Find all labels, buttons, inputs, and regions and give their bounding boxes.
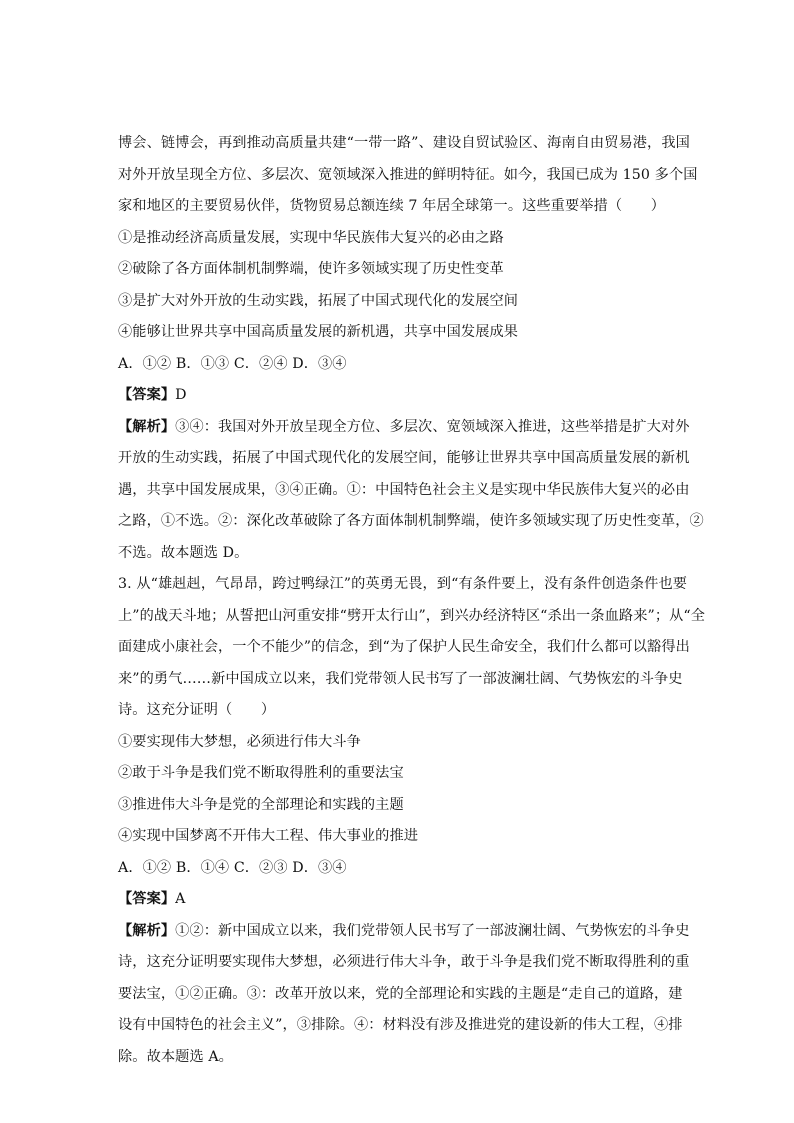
option-4: ④实现中国梦离不开伟大工程、伟大事业的推进 [118, 828, 419, 844]
option-2: ②敢于斗争是我们党不断取得胜利的重要法宝 [118, 765, 404, 781]
analysis-line: 除。故本题选 A。 [118, 1048, 233, 1065]
analysis-text: ①②：新中国成立以来，我们党带领人民书写了一部波澜壮阔、气势恢宏的斗争史 [175, 922, 690, 939]
analysis-line [118, 412, 696, 444]
question-stem-line: 家和地区的主要贸易伙伴，货物贸易总额连续 7 年居全球第一。这些重要举措（ ） [118, 198, 665, 214]
question-stem-line: 面建成小康社会，一个不能少”的信念，到“为了保护人民生命安全，我们什么都可以豁得出 [118, 639, 690, 655]
option-1: ①是推动经济高质量发展，实现中华民族伟大复兴的必由之路 [118, 229, 504, 246]
question-stem-line: 来”的勇气……新中国成立以来，我们党带领人民书写了一部波澜壮阔、气势恢宏的斗争史 [118, 670, 683, 687]
analysis-line: 开放的生动实践，拓展了中国式现代化的发展空间，能够让世界共享中国高质量发展的新机 [118, 450, 690, 466]
analysis-line: 要法宝，①②正确。③：改革开放以来，党的全部理论和实践的主题是“走自己的道路，建 [118, 985, 683, 1002]
option-1: ①要实现伟大梦想，必须进行伟大斗争 [118, 733, 361, 750]
question-stem-line: 3. 从“雄赳赳，气昂昂，跨过鸭绿江”的英勇无畏，到“有条件要上，没有条件创造条件也要 [118, 576, 688, 592]
analysis-line: 遇，共享中国发展成果，③④正确。①：中国特色社会主义是实现中华民族伟大复兴的必由 [118, 481, 690, 498]
question-stem-line: 对外开放呈现全方位、多层次、宽领域深入推进的鲜明特征。如今，我国已成为 150 多个国 [118, 166, 698, 183]
option-3: ③推进伟大斗争是党的全部理论和实践的主题 [118, 796, 404, 813]
option-2: ②破除了各方面体制机制弊端，使许多领域实现了历史性变革 [118, 261, 504, 277]
analysis-line: 不选。故本题选 D。 [118, 544, 249, 561]
answer-line [118, 380, 696, 412]
question-3 [118, 569, 706, 1073]
answer-choices: A．①② B．①③ C．②④ D．③④ [118, 355, 347, 372]
analysis-text: ③④：我国对外开放呈现全方位、多层次、宽领域深入推进，这些举措是扩大对外 [175, 418, 690, 435]
answer-value: D [175, 387, 187, 403]
analysis-tag: 【解析】 [118, 418, 176, 435]
analysis-tag: 【解析】 [118, 922, 176, 939]
answer-line [118, 884, 696, 916]
analysis-line: 之路，①不选。②：深化改革破除了各方面体制机制弊端，使许多领域实现了历史性变革，② [118, 513, 704, 529]
question-stem-line: 诗。这充分证明（ ） [118, 702, 276, 718]
option-3: ③是扩大对外开放的生动实践，拓展了中国式现代化的发展空间 [118, 292, 519, 309]
answer-choices: A．①② B．①④ C．②③ D．③④ [118, 859, 347, 876]
question-stem-line: 上”的战天斗地；从誓把山河重安排“劈开太行山”，到兴办经济特区“杀出一条血路来”；从“全 [118, 607, 706, 624]
analysis-line: 诗，这充分证明要实现伟大梦想，必须进行伟大斗争，敢于斗争是我们党不断取得胜利的重 [118, 954, 690, 970]
document-page [118, 128, 706, 1073]
analysis-line: 设有中国特色的社会主义”，③排除。④：材料没有涉及推进党的建设新的伟大工程，④排 [118, 1017, 683, 1033]
answer-value: A [175, 891, 186, 907]
question-2 [118, 128, 704, 569]
answer-tag: 【答案】 [118, 891, 176, 907]
option-4: ④能够让世界共享中国高质量发展的新机遇，共享中国发展成果 [118, 324, 519, 340]
question-stem-line: 博会、链博会，再到推动高质量共建“一带一路”、建设自贸试验区、海南自由贸易港，我国 [118, 135, 690, 151]
answer-tag: 【答案】 [118, 387, 176, 403]
analysis-line [118, 916, 696, 948]
